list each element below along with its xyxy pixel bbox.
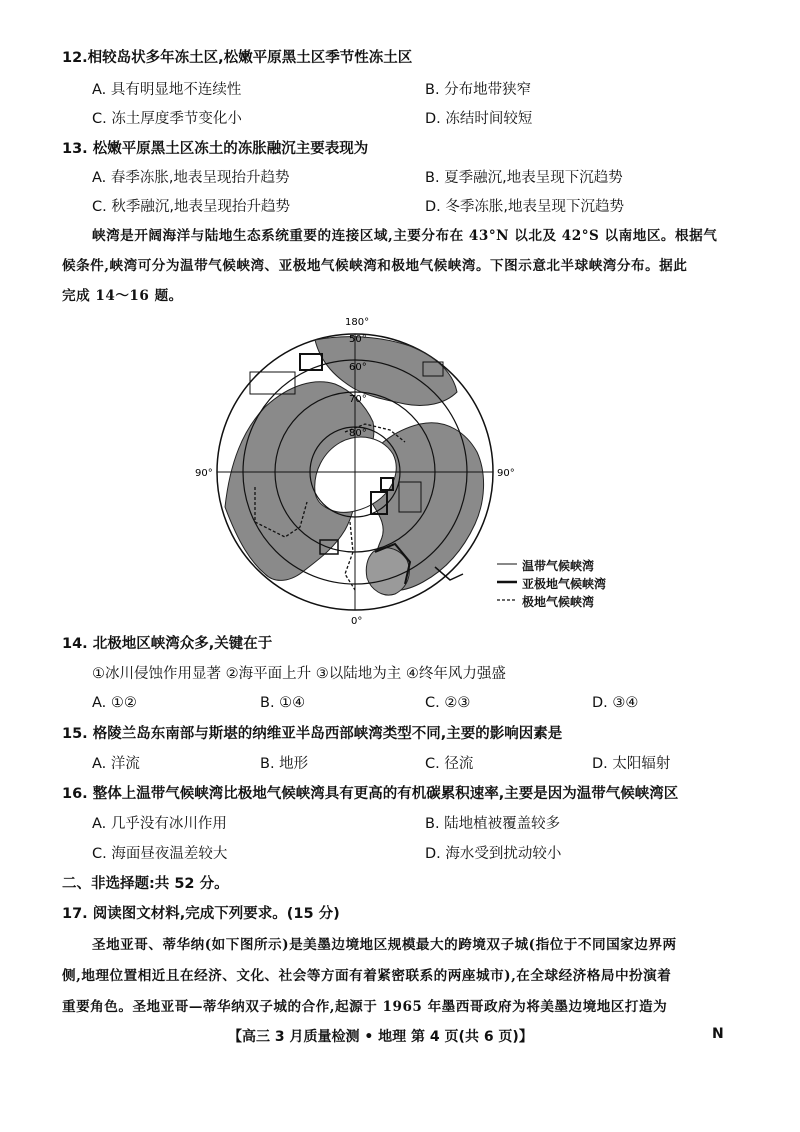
q13-stem: 13. 松嫩平原黑土区冻土的冻胀融沉主要表现为 bbox=[62, 141, 369, 157]
q15-option-d: D. 太阳辐射 bbox=[592, 756, 671, 772]
q15-option-b: B. 地形 bbox=[260, 756, 309, 772]
q17-stem: 17. 阅读图文材料,完成下列要求。(15 分) bbox=[62, 906, 340, 922]
label-lat-80: 80° bbox=[349, 428, 367, 439]
q14-option-a: A. ①② bbox=[92, 695, 137, 711]
q17-passage-line-2: 侧,地理位置相近且在经济、文化、社会等方面有着紧密联系的两座城市),在全球经济格局中扮演着 bbox=[62, 968, 672, 984]
label-lat-70: 70° bbox=[349, 394, 367, 405]
q15-option-a: A. 洋流 bbox=[92, 756, 140, 772]
legend-subpolar: 亚极地气候峡湾 bbox=[522, 577, 607, 591]
q16-stem: 16. 整体上温带气候峡湾比极地气候峡湾具有更高的有机碳累积速率,主要是因为温带气候峡湾区 bbox=[62, 786, 679, 802]
q14-stem: 14. 北极地区峡湾众多,关键在于 bbox=[62, 636, 273, 652]
q13-option-d: D. 冬季冻胀,地表呈现下沉趋势 bbox=[425, 199, 624, 215]
q16-option-c: C. 海面昼夜温差较大 bbox=[92, 846, 228, 862]
legend-temperate: 温带气候峡湾 bbox=[522, 559, 595, 573]
label-lat-50: 50° bbox=[349, 334, 367, 345]
q14-option-b: B. ①④ bbox=[260, 695, 306, 711]
q14-statements: ①冰川侵蚀作用显著 ②海平面上升 ③以陆地为主 ④终年风力强盛 bbox=[92, 666, 506, 682]
label-lon-bottom: 0° bbox=[351, 616, 363, 627]
q12-stem: 12.相较岛状多年冻土区,松嫩平原黑土区季节性冻土区 bbox=[62, 50, 413, 66]
passage-line-3: 完成 14～16 题。 bbox=[62, 288, 183, 304]
label-lat-60: 60° bbox=[349, 362, 367, 373]
page-version-mark: N bbox=[712, 1026, 724, 1042]
q12-option-a: A. 具有明显地不连续性 bbox=[92, 82, 242, 98]
q13-option-c: C. 秋季融沉,地表呈现抬升趋势 bbox=[92, 199, 290, 215]
label-lon-top: 180° bbox=[345, 317, 370, 328]
q15-option-c: C. 径流 bbox=[425, 756, 474, 772]
q16-option-d: D. 海水受到扰动较小 bbox=[425, 846, 562, 862]
passage-line-2: 候条件,峡湾可分为温带气候峡湾、亚极地气候峡湾和极地气候峡湾。下图示意北半球峡湾分布。据此 bbox=[62, 258, 688, 274]
q13-option-b: B. 夏季融沉,地表呈现下沉趋势 bbox=[425, 170, 623, 186]
q16-option-b: B. 陆地植被覆盖较多 bbox=[425, 816, 561, 832]
page-footer: 【高三 3 月质量检测 • 地理 第 4 页(共 6 页)】 bbox=[228, 1029, 533, 1045]
q17-passage-line-1: 圣地亚哥、蒂华纳(如下图所示)是美墨边境地区规模最大的跨境双子城(指位于不同国家边界两 bbox=[92, 937, 677, 953]
q12-option-d: D. 冻结时间较短 bbox=[425, 111, 533, 127]
q14-option-c: C. ②③ bbox=[425, 695, 471, 711]
q12-option-c: C. 冻土厚度季节变化小 bbox=[92, 111, 242, 127]
legend-polar: 极地气候峡湾 bbox=[522, 595, 595, 609]
q12-option-b: B. 分布地带狭窄 bbox=[425, 82, 532, 98]
q17-passage-line-3: 重要角色。圣地亚哥—蒂华纳双子城的合作,起源于 1965 年墨西哥政府为将美墨边境地区打造为 bbox=[62, 999, 668, 1015]
q16-option-a: A. 几乎没有冰川作用 bbox=[92, 816, 227, 832]
q15-stem: 15. 格陵兰岛东南部与斯堪的纳维亚半岛西部峡湾类型不同,主要的影响因素是 bbox=[62, 726, 563, 742]
q14-option-d: D. ③④ bbox=[592, 695, 639, 711]
q13-option-a: A. 春季冻胀,地表呈现抬升趋势 bbox=[92, 170, 290, 186]
label-lon-right: 90° bbox=[497, 468, 515, 479]
label-lon-left: 90° bbox=[195, 468, 213, 479]
section-heading: 二、非选择题:共 52 分。 bbox=[62, 876, 229, 892]
passage-line-1: 峡湾是开阔海洋与陆地生态系统重要的连接区域,主要分布在 43°N 以北及 42°S 以南地区。根据气 bbox=[92, 228, 718, 244]
